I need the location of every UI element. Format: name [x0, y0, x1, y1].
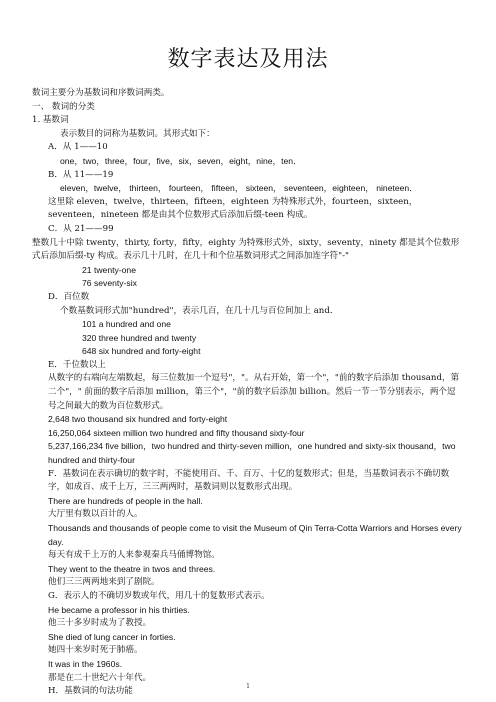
- text-line: F．基数词在表示确切的数字时，不能使用百、千、百万、十亿的复数形式；但是，当基数词表示不确切数字，如成百、成千上万，三三两两时，基数词则以复数形式出现。: [48, 468, 450, 493]
- text-line: 16,250,064 sixteen million two hundred and fifty thousand sixty-four: [48, 427, 305, 438]
- text-line: 她四十来岁时死于肺癌。: [48, 645, 143, 656]
- document-body: [32, 87, 464, 699]
- text-line: G．表示人的不确切岁数或年代，用几十的复数形式表示。: [48, 590, 270, 601]
- text-line: They went to the theatre in twos and threes.: [48, 563, 216, 574]
- text-line: 整数几十中除 twenty，thirty, forty，fifty，eighty 为特殊形式外，sixty，seventy，ninety 都是其个位数形式后添加后缀-ty 构成。表示几十几时，在几十和个位基数词形式之间添加连字符"-": [32, 237, 460, 262]
- text-line: B．从 11——19: [48, 169, 114, 180]
- text-line: 320 three hundred and twenty: [82, 332, 197, 343]
- text-line: H．基数词的句法功能: [48, 686, 133, 697]
- text-line: one，two，three，four，five，six，seven，eight，nine，ten．: [60, 155, 302, 166]
- text-line: eleven，twelve， thirteen， fourteen， fifteen， sixteen， seventeen，eighteen， nineteen．: [60, 183, 418, 194]
- text-line: C．从 21——99: [48, 223, 114, 234]
- text-line: She died of lung cancer in forties.: [48, 631, 176, 642]
- text-line: 他们三三两两地来到了剧院。: [48, 577, 160, 588]
- text-line: 那是在二十世纪六十年代。: [48, 672, 152, 683]
- text-line: 101 a hundred and one: [82, 319, 171, 330]
- text-line: 648 six hundred and forty-eight: [82, 346, 201, 357]
- text-line: It was in the 1960s.: [48, 658, 123, 669]
- text-line: D．百位数: [48, 291, 90, 302]
- text-line: 他三十多岁时成为了教授。: [48, 618, 152, 629]
- text-line: 1. 基数词: [32, 115, 69, 126]
- text-line: 这里除 eleven，twelve，thirteen，fifteen，eighteen 为特殊形式外，fourteen，sixteen，seventeen，nineteen 都是由其个位数形式后添加后缀-teen 构成。: [48, 196, 418, 221]
- text-line: A．从 1——10: [48, 142, 108, 153]
- text-line: 21 twenty-one: [82, 264, 136, 275]
- text-line: 个数基数词形式加"hundred"，表示几百，在几十几与百位间加上 and．: [60, 305, 339, 316]
- text-line: 数词主要分为基数词和序数词两类。: [32, 88, 170, 98]
- page-number: 1: [246, 683, 250, 690]
- text-line: 5,237,166,234 five billion，two hundred and thirty-seven million，one hundred and sixty-six thousand，two hundred and thirty-four: [48, 441, 456, 466]
- page-title: 数字表达及用法: [167, 47, 329, 72]
- text-line: E．千位数以上: [48, 359, 106, 370]
- text-line: 表示数目的词称为基数词。其形式如下：: [60, 128, 215, 139]
- text-line: 一、 数词的分类: [32, 101, 95, 112]
- text-line: 76 seventy-six: [82, 278, 137, 289]
- text-line: 每天有成千上万的人来参观秦兵马俑博物馆。: [48, 550, 220, 561]
- text-line: 大厅里有数以百计的人。: [48, 509, 143, 520]
- text-line: He became a professor in his thirties.: [48, 604, 190, 615]
- text-line: 从数字的右端向左端数起，每三位数加一个逗号"，"。从右开始，第一个"，"前的数字后添加 thousand，第二个"，" 前面的数字后添加 million，第三个"，"前的数字后添加 billion。然后一节一节分别表示，两个逗号之间最大的数为百位数形式。: [48, 373, 460, 411]
- text-line: 2,648 two thousand six hundred and forty-eight: [48, 414, 228, 425]
- text-line: Thousands and thousands of people come to visit the Museum of Qin Terra-Cotta Warriors and Horses every day.: [48, 523, 462, 547]
- text-line: There are hundreds of people in the hall.: [48, 495, 203, 506]
